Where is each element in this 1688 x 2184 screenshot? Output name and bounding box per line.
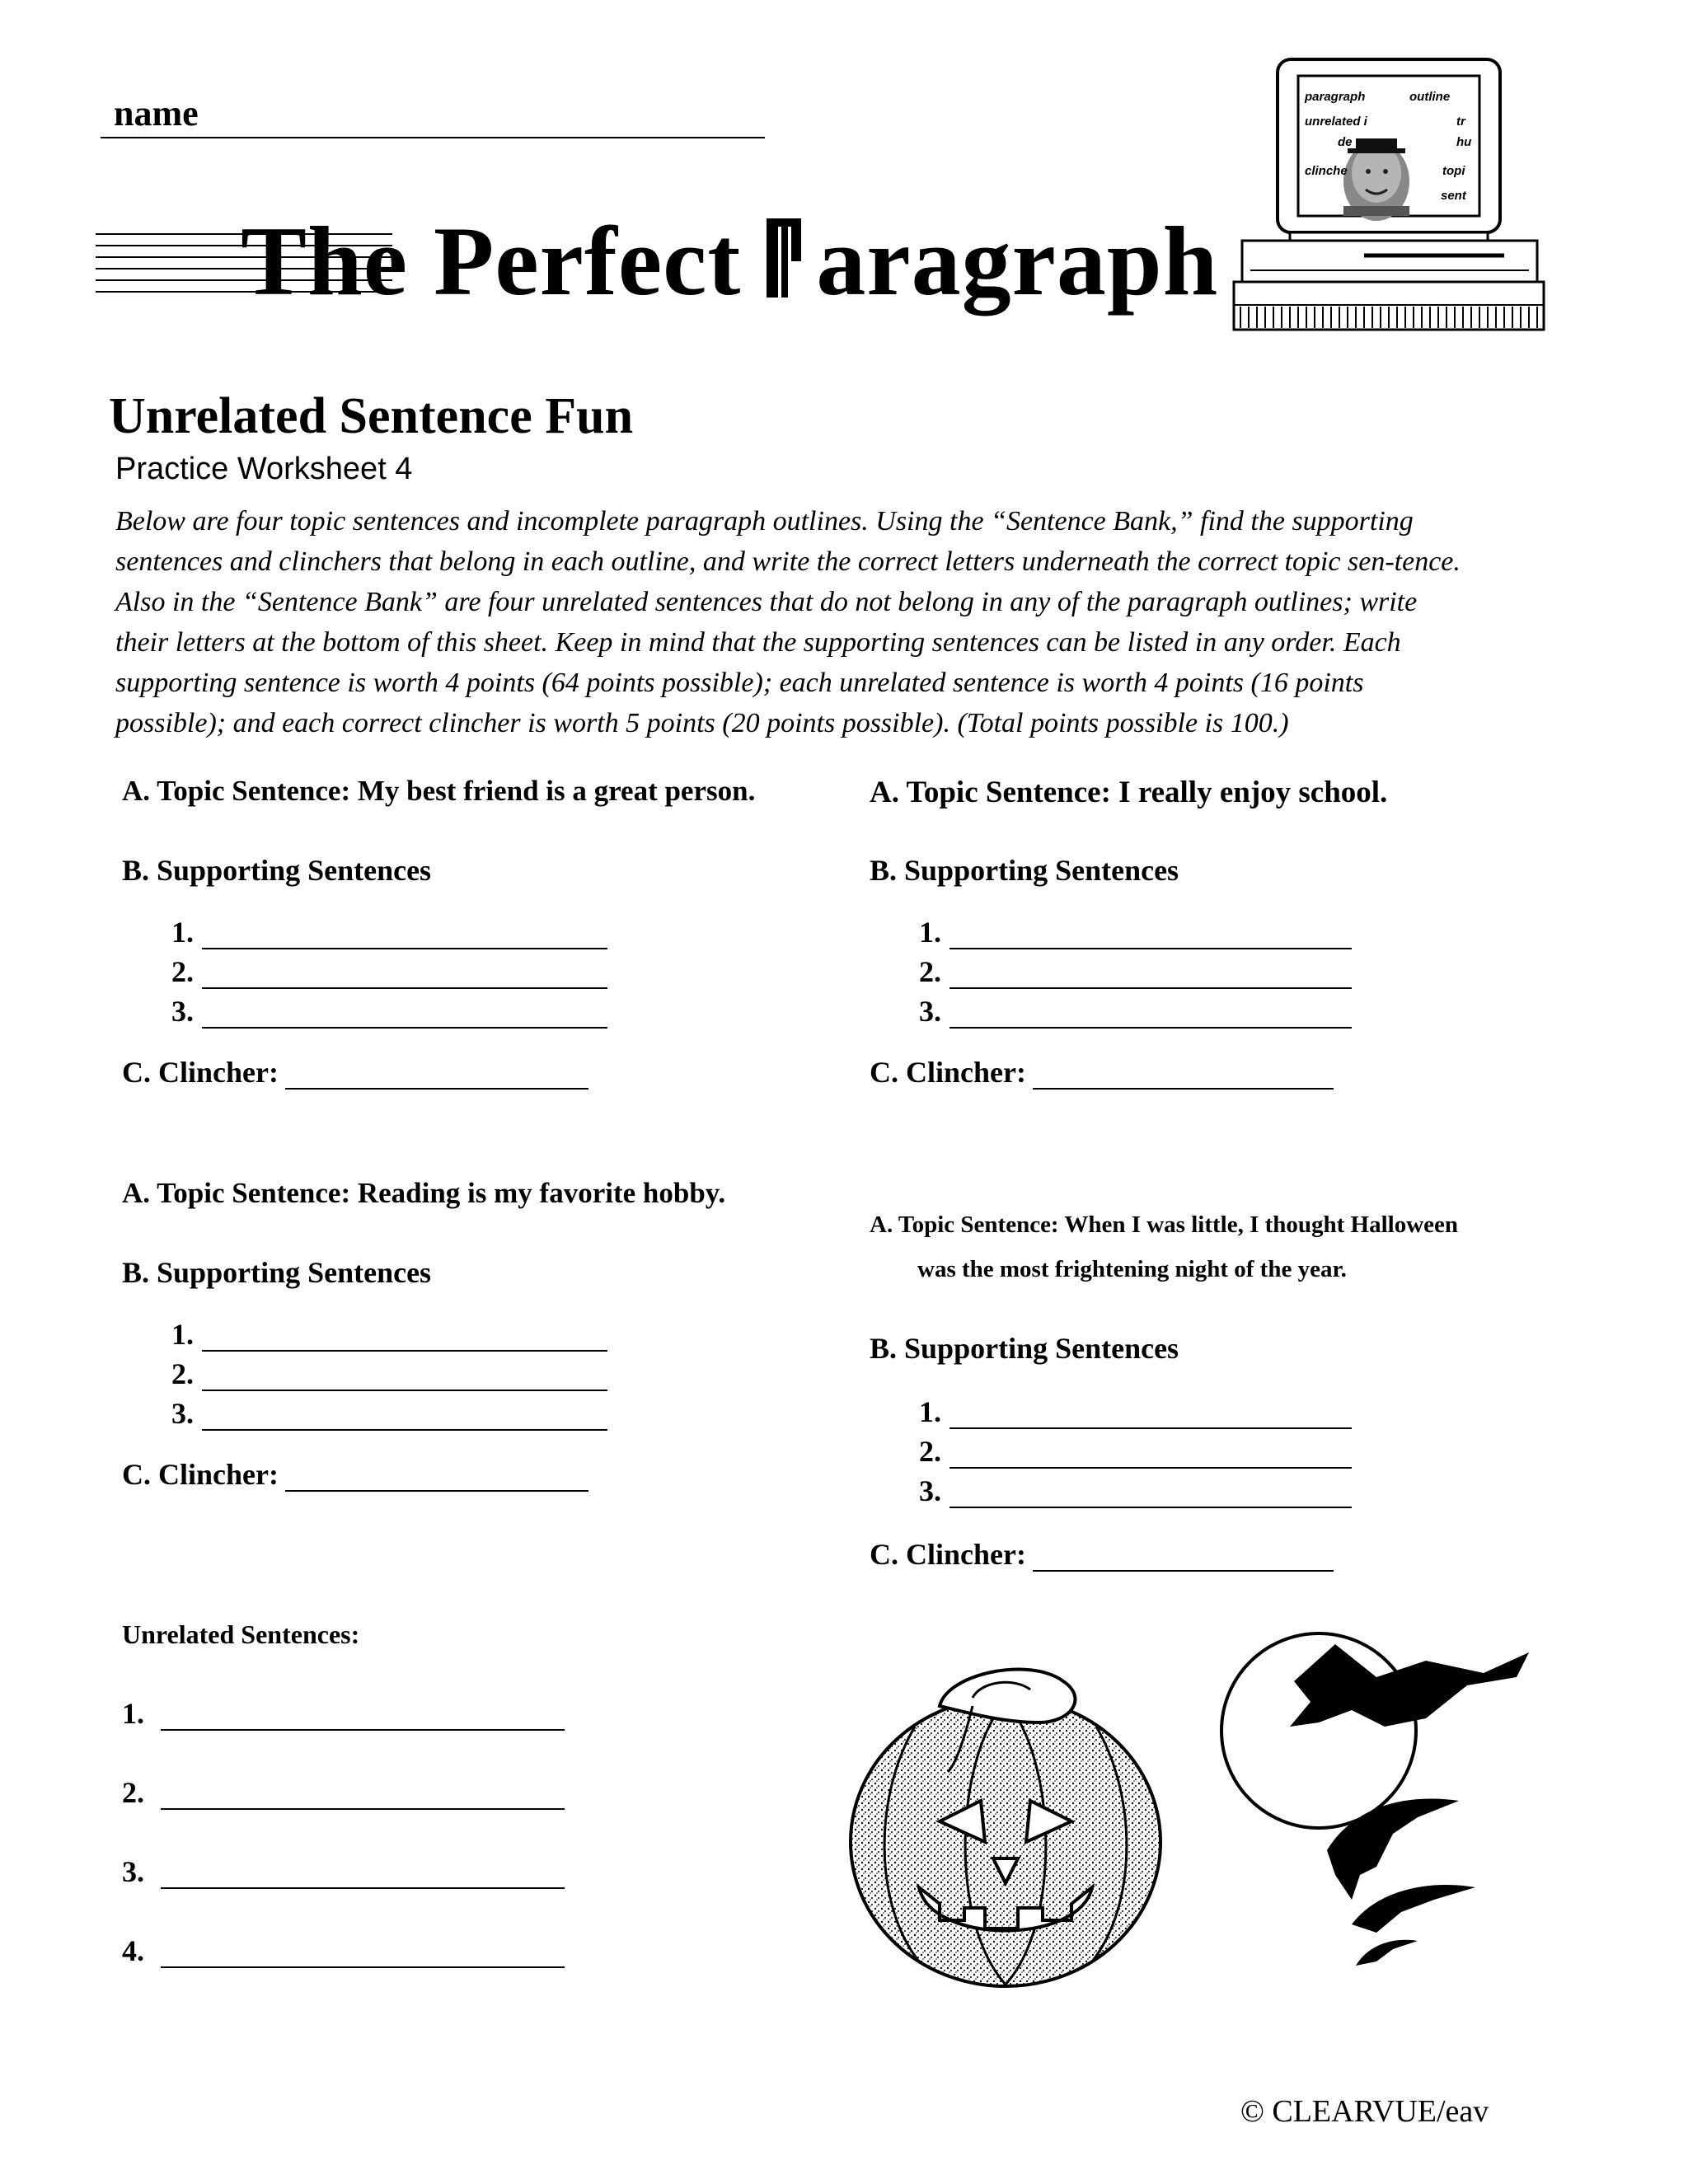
unrelated-line-4[interactable]: 4.: [122, 1933, 565, 1968]
outline-best-friend: [122, 775, 839, 1104]
instruction-line: Also in the “Sentence Bank” are four unrelated sentences that do not belong in any of the paragraph outlines; write: [115, 587, 1418, 617]
moon-and-bats-icon: [1212, 1628, 1541, 1970]
instruction-line: sentences and clinchers that belong in each outline, and write the correct letters underneath the correct topic sen-tence.: [115, 546, 1461, 577]
unrelated-line-2[interactable]: 2.: [122, 1775, 565, 1810]
screen-word: outline: [1409, 90, 1451, 104]
screen-word: clinche: [1305, 164, 1348, 178]
supporting-line-1[interactable]: 1.: [171, 1317, 607, 1352]
supporting-line-3[interactable]: 3.: [919, 1474, 1352, 1508]
screen-word: tr: [1456, 115, 1465, 129]
supporting-line-3[interactable]: 3.: [919, 994, 1352, 1029]
copyright: © CLEARVUE/eav: [1240, 2094, 1489, 2129]
topic-sentence-line-1: A. Topic Sentence: When I was little, I thought Halloween: [870, 1212, 1459, 1238]
instruction-line: their letters at the bottom of this sheet. Keep in mind that the supporting sentences can be listed in any order. Each: [115, 627, 1401, 658]
page-title-main: The Perfect: [241, 206, 767, 316]
clincher-line[interactable]: C. Clincher:: [122, 1457, 588, 1492]
supporting-line-3[interactable]: 3.: [171, 994, 607, 1029]
unrelated-line-1[interactable]: 1.: [122, 1696, 565, 1731]
supporting-line-1[interactable]: 1.: [171, 915, 607, 949]
supporting-line-2[interactable]: 2.: [919, 954, 1352, 989]
topic-sentence-line-2: was the most frightening night of the year.: [917, 1256, 1347, 1282]
outline-reading: [122, 1177, 839, 1507]
supporting-line-2[interactable]: 2.: [171, 1357, 607, 1391]
instruction-line: Below are four topic sentences and incomplete paragraph outlines. Using the “Sentence Bank,” find the supporting: [115, 506, 1414, 537]
outline-halloween: [870, 1212, 1611, 1599]
supporting-heading: B. Supporting Sentences: [122, 854, 432, 887]
screen-word: de: [1338, 135, 1353, 149]
computer-monitor-icon: [1232, 58, 1545, 334]
supporting-heading: B. Supporting Sentences: [870, 1332, 1179, 1365]
clincher-line[interactable]: C. Clincher:: [870, 1537, 1334, 1572]
jack-o-lantern-icon: [841, 1657, 1170, 1994]
clincher-line[interactable]: C. Clincher:: [870, 1055, 1334, 1090]
screen-word: topi: [1442, 164, 1465, 178]
outline-enjoy-school: [870, 775, 1611, 1104]
instruction-line: possible); and each correct clincher is worth 5 points (20 points possible). (Total points possible is 100.): [115, 708, 1289, 738]
section-heading: Unrelated Sentence Fun: [109, 388, 634, 444]
supporting-line-1[interactable]: 1.: [919, 915, 1352, 949]
page-title-end: aragraph: [816, 206, 1219, 316]
supporting-line-2[interactable]: 2.: [171, 954, 607, 989]
supporting-line-2[interactable]: 2.: [919, 1434, 1352, 1469]
unrelated-line-3[interactable]: 3.: [122, 1854, 565, 1889]
name-label: name: [114, 93, 199, 134]
topic-sentence: A. Topic Sentence: My best friend is a great person.: [122, 775, 756, 807]
topic-sentence: A. Topic Sentence: Reading is my favorite hobby.: [122, 1177, 726, 1209]
page-title: [241, 204, 1218, 318]
worksheet-subheading: Practice Worksheet 4: [115, 452, 413, 486]
supporting-line-3[interactable]: 3.: [171, 1396, 607, 1431]
paragraph-p-glyph-icon: [767, 218, 814, 298]
supporting-heading: B. Supporting Sentences: [122, 1256, 432, 1289]
name-input-line[interactable]: [101, 137, 765, 138]
screen-word: unrelated i: [1305, 115, 1367, 129]
screen-word: sent: [1441, 189, 1466, 203]
unrelated-heading: Unrelated Sentences:: [122, 1619, 360, 1649]
person-photo: [1343, 138, 1409, 221]
supporting-line-1[interactable]: 1.: [919, 1394, 1352, 1429]
screen-word: paragraph: [1305, 90, 1366, 104]
topic-sentence: A. Topic Sentence: I really enjoy school.: [870, 776, 1388, 809]
instruction-line: supporting sentence is worth 4 points (64 points possible); each unrelated sentence is worth 4 points (16 points: [115, 668, 1364, 698]
instructions: [115, 501, 1566, 743]
supporting-heading: B. Supporting Sentences: [870, 854, 1179, 887]
clincher-line[interactable]: C. Clincher:: [122, 1055, 588, 1090]
screen-word: hu: [1456, 135, 1472, 149]
